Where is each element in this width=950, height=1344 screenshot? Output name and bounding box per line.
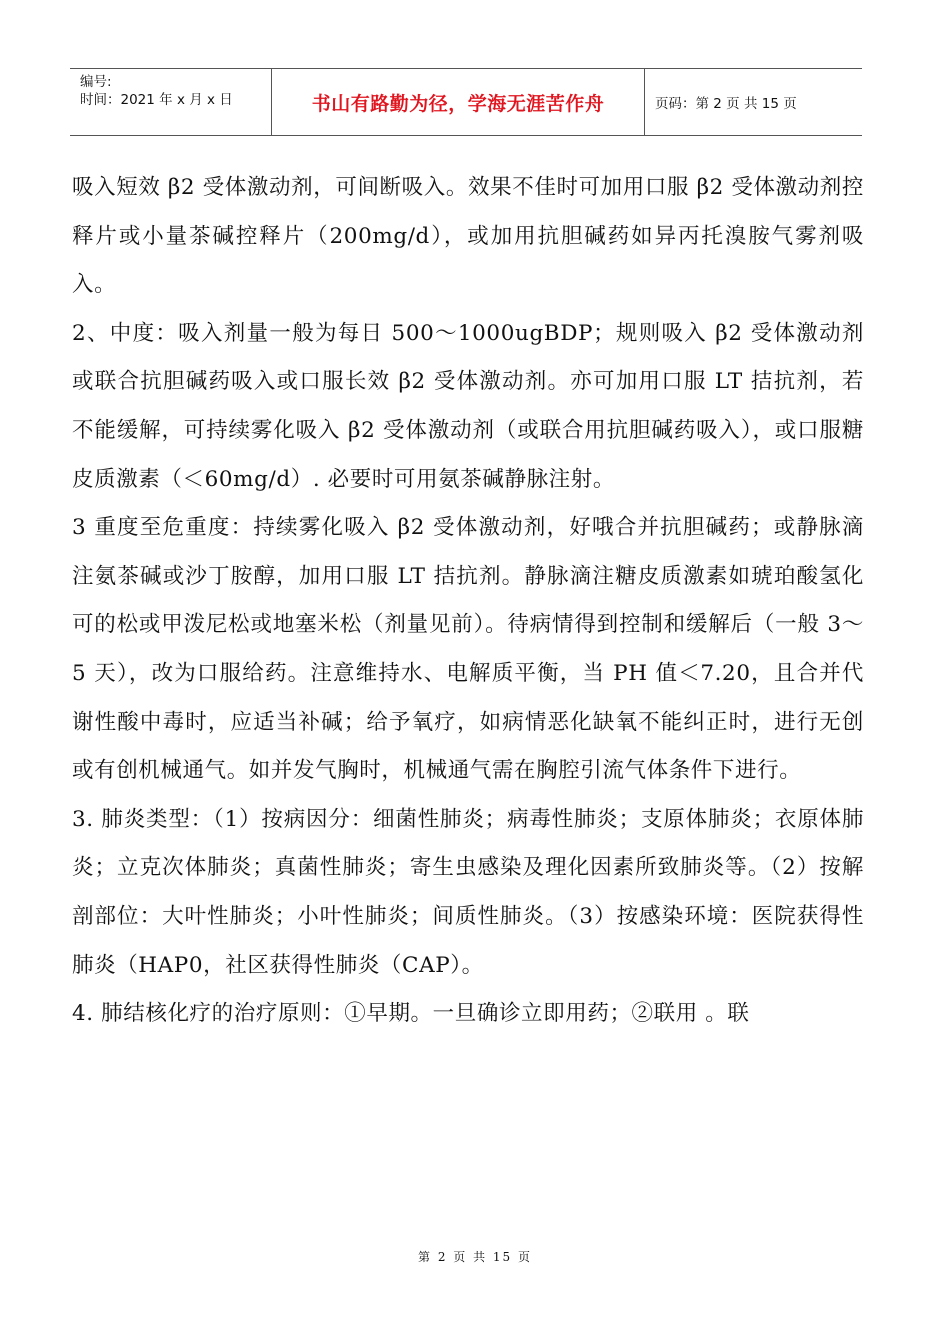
page-footer: 第 2 页 共 15 页 bbox=[418, 1250, 532, 1264]
paragraph: 2、中度：吸入剂量一般为每日 500～1000ugBDP；规则吸入 β2 受体激动剂或联合抗胆碱药吸入或口服长效 β2 受体激动剂。亦可加用口服 LT 拮抗剂，若不能缓解，可持续雾化吸入 β2 受体激动剂（或联合用抗胆碱药吸入），或口服糖皮质激素（＜60mg/d）. 必要时可用氨茶碱静脉注射。 bbox=[72, 320, 864, 492]
header-meta bbox=[70, 69, 272, 135]
header-motto: 书山有路勤为径，学海无涯苦作舟 bbox=[272, 69, 645, 135]
serial-label: 编号: bbox=[80, 74, 112, 90]
paragraph: 3 重度至危重度：持续雾化吸入 β2 受体激动剂，好哦合并抗胆碱药；或静脉滴注氨茶碱或沙丁胺醇，加用口服 LT 拮抗剂。静脉滴注糖皮质激素如琥珀酸氢化可的松或甲泼尼松或地塞米松（剂量见前）。待病情得到控制和缓解后（一般 3～5 天），改为口服给药。注意维持水、电解质平衡，当 PH 值＜7.20，且合并代谢性酸中毒时，应适当补碱；给予氧疗，如病情恶化缺氧不能纠正时，进行无创或有创机械通气。如并发气胸时，机械通气需在胸腔引流气体条件下进行。 bbox=[72, 515, 864, 784]
paragraph: 吸入短效 β2 受体激动剂，可间断吸入。效果不佳时可加用口服 β2 受体激动剂控释片或小量茶碱控释片（200mg/d），或加用抗胆碱药如异丙托溴胺气雾剂吸入。 bbox=[72, 175, 864, 298]
time-label: 时间：2021 年 x 月 x 日 bbox=[80, 92, 233, 108]
document-body bbox=[72, 164, 864, 1039]
paragraph: 4. 肺结核化疗的治疗原则：①早期。一旦确诊立即用药；②联用 。联 bbox=[72, 1001, 750, 1027]
page-header bbox=[70, 68, 862, 136]
paragraph: 3. 肺炎类型：（1）按病因分：细菌性肺炎；病毒性肺炎；支原体肺炎；衣原体肺炎；立克次体肺炎；真菌性肺炎；寄生虫感染及理化因素所致肺炎等。（2）按解剖部位：大叶性肺炎；小叶性肺炎；间质性肺炎。（3）按感染环境：医院获得性肺炎（HAP0，社区获得性肺炎（CAP）。 bbox=[72, 806, 864, 978]
header-page-info: 页码：第 2 页 共 15 页 bbox=[655, 96, 797, 112]
